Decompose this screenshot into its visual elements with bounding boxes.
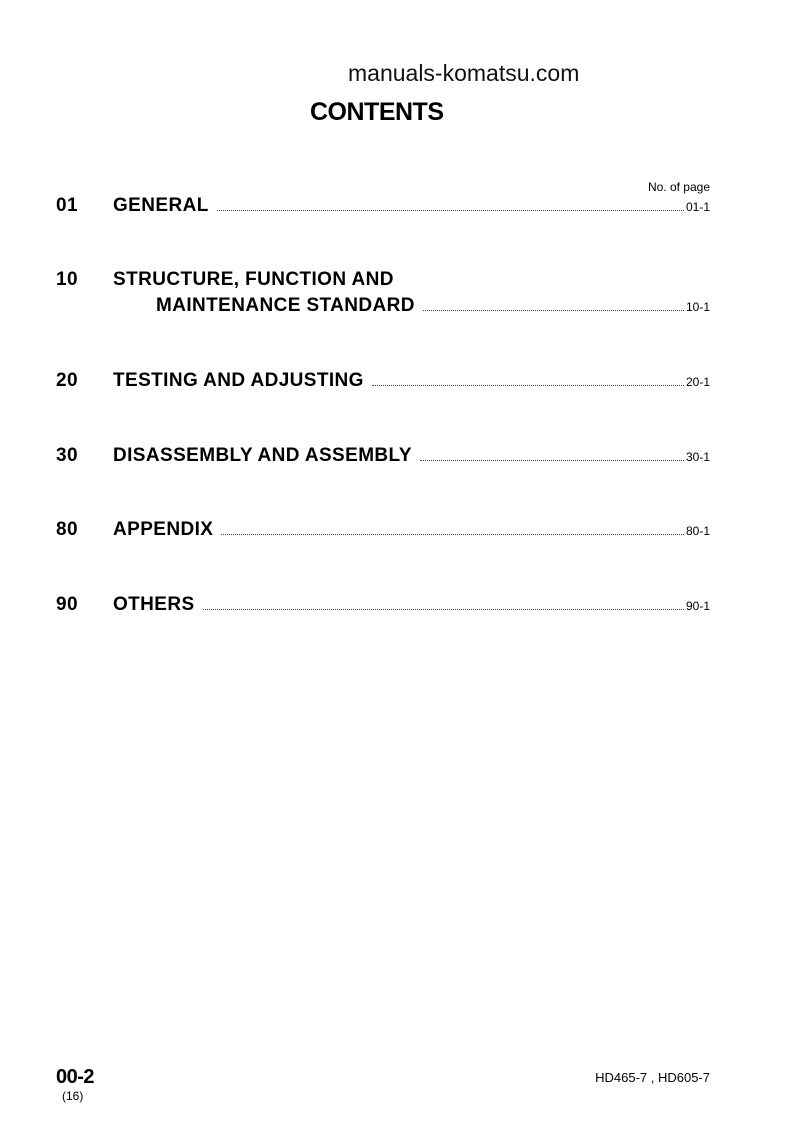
- section-number: 80: [56, 519, 78, 540]
- toc-entry[interactable]: [56, 195, 710, 217]
- footer-models: HD465-7 , HD605-7: [595, 1070, 710, 1085]
- toc-entry[interactable]: [56, 519, 710, 541]
- page-number: 20-1: [685, 375, 710, 389]
- leader-dots: [203, 597, 684, 610]
- section-title: MAINTENANCE STANDARD: [156, 295, 415, 316]
- section-number: 20: [56, 370, 78, 391]
- section-title: GENERAL: [113, 195, 209, 216]
- page-number: 01-1: [685, 200, 710, 214]
- toc-entry[interactable]: [56, 594, 710, 616]
- toc-entry[interactable]: [56, 269, 710, 291]
- section-number: 10: [56, 269, 78, 290]
- footer-page-number: 00-2: [56, 1066, 95, 1088]
- page-number: 30-1: [685, 450, 710, 464]
- page-number: 90-1: [685, 599, 710, 613]
- page-title: CONTENTS: [310, 98, 444, 126]
- section-number: 90: [56, 594, 78, 615]
- page-number: 10-1: [685, 300, 710, 314]
- footer-revision: (16): [62, 1089, 84, 1103]
- section-title: DISASSEMBLY AND ASSEMBLY: [113, 445, 412, 466]
- leader-dots: [217, 198, 684, 211]
- leader-dots: [420, 448, 684, 461]
- section-number: 30: [56, 445, 78, 466]
- section-title-line1: STRUCTURE, FUNCTION AND: [113, 269, 394, 290]
- leader-dots: [372, 373, 684, 386]
- leader-dots: [221, 522, 684, 535]
- section-title: TESTING AND ADJUSTING: [113, 370, 364, 391]
- leader-dots: [423, 298, 684, 311]
- page-number: 80-1: [685, 524, 710, 538]
- column-header: No. of page: [647, 180, 710, 194]
- toc-entry-continued[interactable]: [56, 295, 710, 317]
- section-title: OTHERS: [113, 594, 195, 615]
- toc-entry[interactable]: [56, 445, 710, 467]
- section-title: APPENDIX: [113, 519, 214, 540]
- toc-entry[interactable]: [56, 370, 710, 392]
- section-number: 01: [56, 195, 78, 216]
- watermark: manuals-komatsu.com: [348, 60, 580, 86]
